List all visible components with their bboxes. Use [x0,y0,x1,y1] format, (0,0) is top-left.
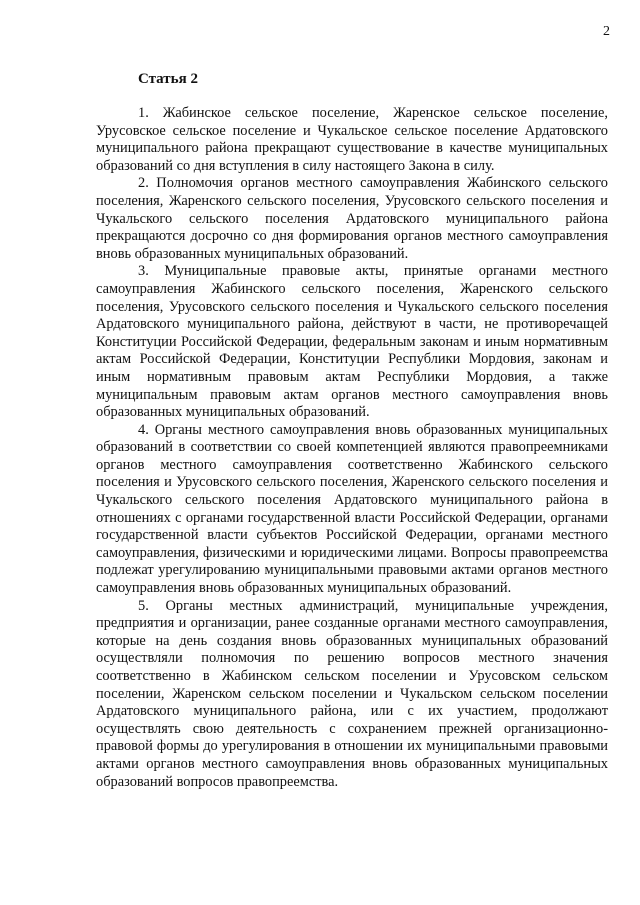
article-title: Статья 2 [138,71,198,87]
paragraph-2: 2. Полномочия органов местного самоуправления Жабинского сельского поселения, Жаренского сельского поселения, Урусовского сельского поселения и Чукальского сельского поселения Ардатовского муниципального района прекращаются досрочно со дня формирования органов местного самоуправления вновь образованных муниципальных образований. [96,175,608,262]
paragraph-3: 3. Муниципальные правовые акты, принятые органами местного самоуправления Жабинского сельского поселения, Жаренского сельского поселения, Урусовского сельского поселения и Чукальского сельского поселения Ардатовского муниципального района, действуют в части, не противоречащей Конституции Российской Федерации, федеральным законам и иным нормативным актам Российской Федерации, Конституции Республики Мордовия, законам и иным нормативным правовым актам Республики Мордовия, а также муниципальным правовым актам органов местного самоуправления вновь образованных муниципальных образований. [96,263,608,421]
paragraph-1: 1. Жабинское сельское поселение, Жаренское сельское поселение, Урусовское сельское поселение и Чукальское сельское поселение Ардатовского муниципального района прекращают существование в качестве муниципальных образований со дня вступления в силу настоящего Закона в силу. [96,105,608,174]
article-body [96,70,608,791]
paragraph-4: 4. Органы местного самоуправления вновь образованных муниципальных образований в соответствии со своей компетенцией являются правопреемниками органов местного самоуправления соответственно Жабинского сельского поселения и Урусовского сельского поселения, Жаренского сельского поселения и Чукальского сельского поселения Ардатовского муниципального района в отношениях с органами государственной власти Российской Федерации, органами государственной власти субъектов Российской Федерации, органами местного самоуправления, физическими и юридическими лицами. Вопросы правопреемства подлежат урегулированию муниципальными правовыми актами органов местного самоуправления вновь образованных муниципальных образований. [96,421,608,597]
paragraph-5: 5. Органы местных администраций, муниципальные учреждения, предприятия и организации, ранее созданные органами местного самоуправления, которые на день создания вновь образованных муниципальных образований осуществляли полномочия по решению вопросов местного значения соответственно в Жабинском сельском поселении и Урусовском сельском поселении, Жаренском сельском поселении и Чукальском сельском поселении Ардатовского муниципального района, или с их участием, продолжают осуществлять свою деятельность с сохранением прежней организационно-правовой формы до урегулирования в отношении их муниципальными правовыми актами органов местного самоуправления вновь образованных муниципальных образований вопросов правопреемства. [96,597,608,790]
page-number: 2 [603,24,610,39]
